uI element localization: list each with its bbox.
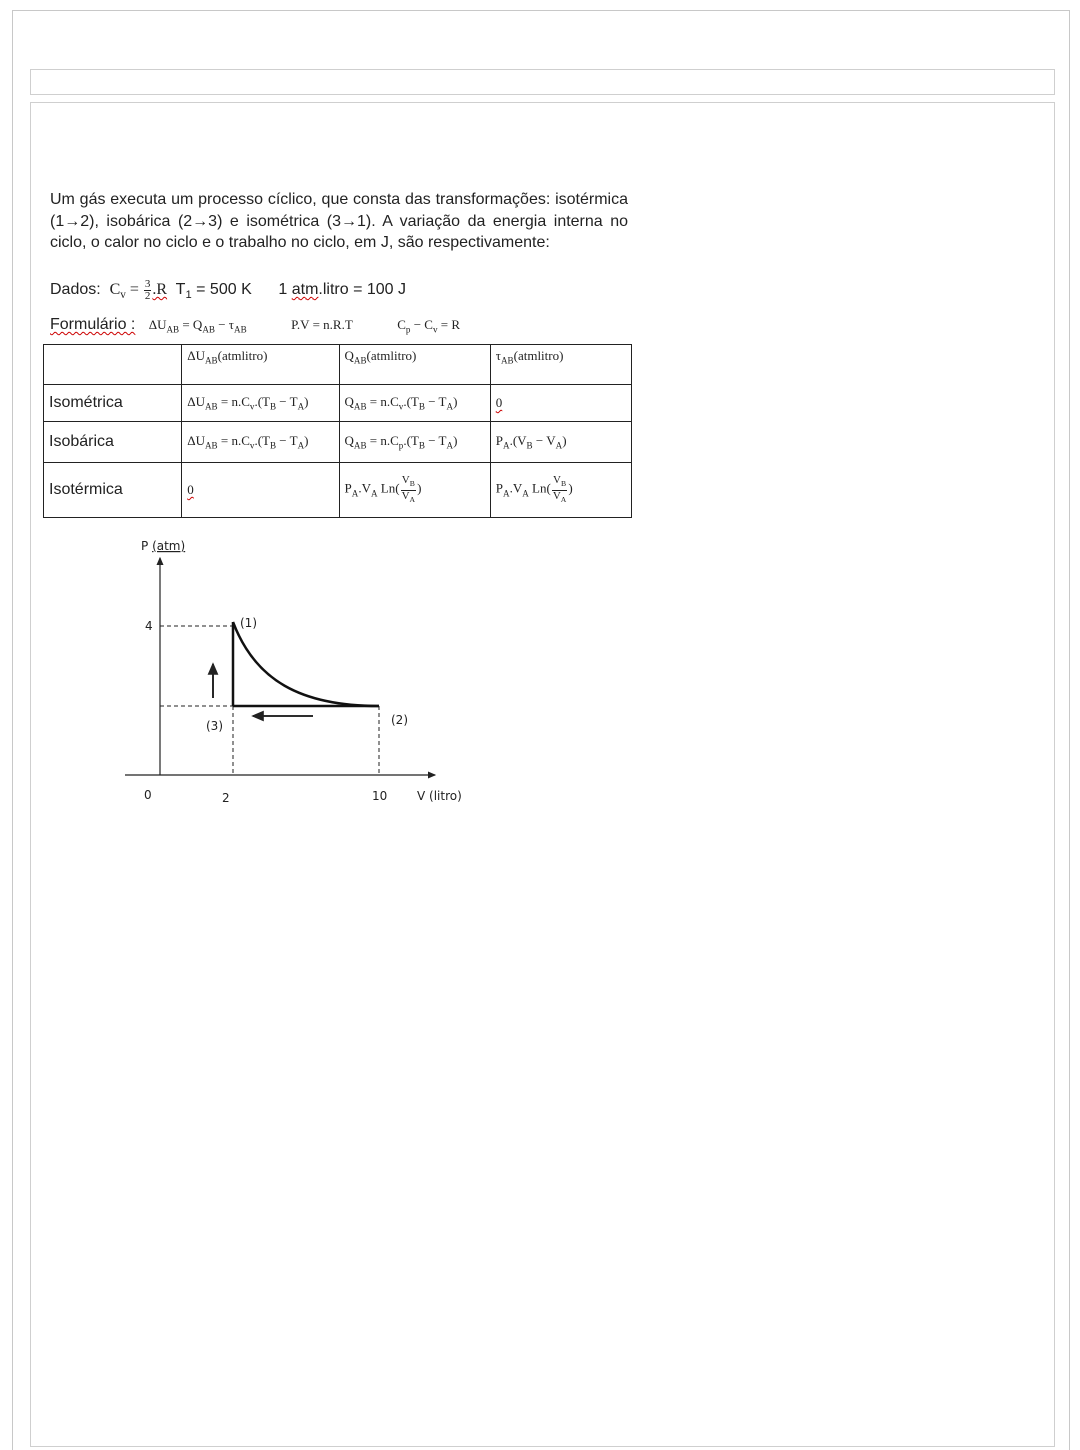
s: = n.C — [217, 433, 250, 449]
conv-prefix: 1 — [278, 281, 292, 299]
cv-fraction — [144, 279, 152, 302]
eq1-sub: AB — [166, 324, 180, 335]
cv-sub: v — [120, 289, 126, 302]
y-axis-label — [141, 539, 185, 553]
dados-label: Dados: — [50, 281, 101, 299]
fraction — [552, 475, 568, 504]
s: V — [552, 489, 561, 502]
cv-symbol: C — [109, 281, 121, 299]
x-tick-10: 10 — [372, 789, 388, 803]
table-row — [44, 422, 632, 463]
row-label: Isotérmica — [44, 463, 182, 518]
denominator — [401, 491, 417, 505]
s: = n.C — [366, 394, 399, 410]
cell-tau — [490, 385, 631, 422]
mayer-formula — [397, 317, 461, 335]
cv-formula — [109, 278, 168, 302]
s: ) — [453, 433, 458, 449]
s: P — [495, 480, 503, 496]
s: B — [409, 479, 415, 489]
numerator — [552, 475, 568, 490]
cell-tau — [490, 422, 631, 463]
s: ) — [568, 480, 573, 496]
cv-rhs: .R — [152, 281, 168, 299]
s: A — [502, 440, 510, 451]
s: Q — [344, 433, 354, 449]
s: A — [446, 401, 454, 412]
s: v — [249, 440, 255, 451]
eq3-sub-v: v — [432, 324, 438, 335]
s: Ln( — [528, 480, 551, 496]
isothermal-curve — [233, 622, 379, 706]
eq1-du: ΔU — [148, 317, 167, 332]
t1-value — [175, 281, 252, 302]
y-label-unit: (atm) — [152, 539, 186, 553]
eq1-q: = Q — [179, 317, 203, 332]
s: B — [418, 440, 425, 451]
s: AB — [204, 440, 218, 451]
eq1-tau: − τ — [214, 317, 235, 332]
s: P — [495, 433, 503, 449]
s: B — [418, 401, 425, 412]
s: ) — [453, 394, 458, 410]
formulario-line — [50, 316, 460, 335]
table-corner-cell — [44, 345, 182, 385]
s: 0 — [187, 482, 194, 497]
header-q-sub: AB — [353, 355, 367, 366]
x-tick-2: 2 — [222, 791, 230, 805]
table-row — [44, 463, 632, 518]
formulario-label: Formulário : — [50, 316, 136, 333]
y-tick-4: 4 — [145, 619, 153, 633]
point-2-label: (2) — [391, 713, 408, 727]
s: AB — [353, 440, 367, 451]
s: A — [409, 494, 416, 504]
s: A — [560, 494, 567, 504]
y-label-p: P — [141, 539, 153, 553]
cell-tau — [490, 463, 631, 518]
s: B — [269, 401, 277, 412]
header-tau-symbol: τ — [495, 348, 501, 363]
eq1-sub2: AB — [202, 324, 215, 335]
s: V — [553, 474, 561, 487]
denominator — [552, 491, 568, 505]
t1-sub: 1 — [185, 289, 192, 302]
header-q — [339, 345, 490, 385]
s: V — [401, 474, 410, 487]
cv-denominator: 2 — [144, 290, 151, 302]
t1-symbol: T — [175, 281, 186, 299]
s: Q — [344, 394, 354, 410]
cell-q — [339, 385, 490, 422]
header-tau-unit: (atmlitro) — [513, 348, 564, 363]
question-text: Um gás executa um processo cíclico, que consta das transformações: isotérmica (1→2), isobárica (2→3) e isométrica (3→1). A variação da energia interna no ciclo, o calor no ciclo e o trabalho no ciclo, em J, são respectivamente: — [50, 191, 628, 251]
dados-line — [50, 279, 406, 302]
t1-number: = 500 K — [191, 281, 252, 299]
s: .V — [358, 480, 371, 496]
s: B — [560, 479, 567, 489]
s: ΔU — [187, 433, 205, 449]
eq3-cp: C — [397, 317, 406, 332]
s: A — [502, 488, 510, 499]
cv-numerator: 3 — [144, 278, 151, 290]
s: = n.C — [366, 433, 399, 449]
s: P — [344, 480, 352, 496]
s: ) — [417, 480, 422, 496]
cell-q — [339, 463, 490, 518]
s: B — [526, 440, 533, 451]
fraction — [401, 475, 417, 504]
header-bar — [30, 69, 1055, 95]
row-label: Isobárica — [44, 422, 182, 463]
row-label: Isométrica — [44, 385, 182, 422]
cell-du — [182, 422, 339, 463]
s: A — [555, 440, 563, 451]
conv-suffix: .litro = 100 J — [318, 281, 407, 299]
header-du-unit: (atmlitro) — [217, 348, 268, 363]
eq3-cv: − C — [410, 317, 433, 332]
s: 0 — [495, 395, 503, 410]
conv-atm: atm — [291, 281, 319, 299]
cell-q — [339, 422, 490, 463]
formula-table — [43, 344, 632, 518]
s: A — [446, 440, 454, 451]
x-axis-label: V (litro) — [417, 789, 462, 803]
s: ) — [304, 433, 309, 449]
s: V — [401, 489, 410, 502]
header-q-symbol: Q — [344, 348, 354, 363]
origin-label: 0 — [144, 788, 152, 802]
header-du — [182, 345, 339, 385]
header-du-symbol: ΔU — [187, 348, 205, 363]
s: A — [351, 488, 359, 499]
eq3-r: = R — [437, 317, 461, 332]
conversion — [278, 281, 406, 298]
header-tau — [490, 345, 631, 385]
s: − T — [424, 433, 447, 449]
s: = n.C — [217, 394, 250, 410]
first-law-formula — [148, 317, 247, 335]
s: AB — [204, 401, 218, 412]
s: − T — [276, 394, 298, 410]
header-q-unit: (atmlitro) — [366, 348, 417, 363]
cell-du — [182, 385, 339, 422]
s: v — [398, 401, 404, 412]
s: − V — [532, 433, 556, 449]
cv-equals: = — [125, 281, 143, 299]
s: B — [269, 440, 277, 451]
s: ) — [562, 433, 567, 449]
s: A — [297, 401, 305, 412]
point-3-label: (3) — [206, 719, 223, 733]
pv-diagram — [115, 530, 475, 815]
s: .(T — [254, 394, 270, 410]
header-du-sub: AB — [204, 355, 218, 366]
cell-du — [182, 463, 339, 518]
s: ΔU — [187, 394, 205, 410]
s: .(T — [403, 433, 419, 449]
numerator — [401, 475, 417, 490]
s: v — [249, 401, 255, 412]
table-header-row — [44, 345, 632, 385]
table-row — [44, 385, 632, 422]
s: A — [370, 488, 378, 499]
s: − T — [424, 394, 447, 410]
s: .(T — [403, 394, 419, 410]
eq1-sub3: AB — [234, 324, 247, 335]
eq3-sub-p: p — [405, 324, 411, 335]
header-tau-sub: AB — [500, 355, 514, 366]
s: .(T — [254, 433, 270, 449]
s: A — [297, 440, 305, 451]
s: A — [522, 488, 529, 499]
s: p — [398, 440, 404, 451]
s: Ln( — [377, 480, 400, 496]
s: .(V — [509, 433, 527, 449]
s: AB — [353, 401, 367, 412]
s: .V — [509, 480, 523, 496]
gas-law-formula: P.V = n.R.T — [291, 317, 353, 332]
point-1-label: (1) — [240, 616, 257, 630]
s: ) — [304, 394, 309, 410]
s: − T — [276, 433, 298, 449]
